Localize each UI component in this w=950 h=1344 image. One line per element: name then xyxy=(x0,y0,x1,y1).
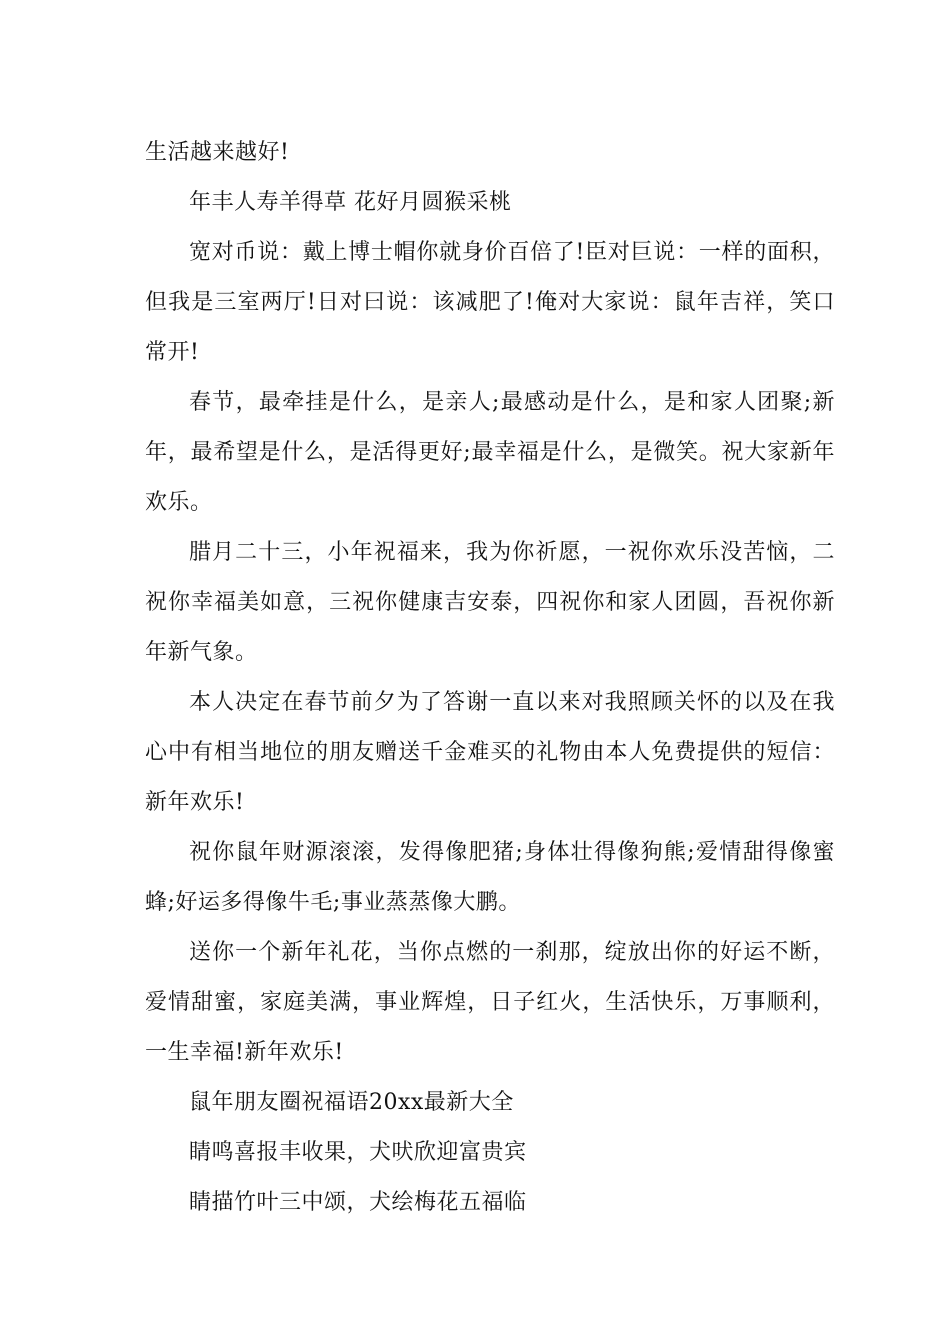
paragraph-continuation: 生活越来越好! xyxy=(145,140,290,165)
paragraph-spring-festival: 春节，最牵挂是什么，是亲人;最感动是什么，是和家人团聚;新年，最希望是什么，是活得更好;最幸福是什么，是微笑。祝大家新年欢乐。 xyxy=(145,390,835,515)
paragraph-fireworks: 送你一个新年礼花，当你点燃的一刹那，绽放出你的好运不断，爱情甜蜜，家庭美满，事业辉煌，日子红火，生活快乐，万事顺利，一生幸福!新年欢乐! xyxy=(145,940,835,1065)
paragraph-rat-year-wish: 祝你鼠年财源滚滚，发得像肥猪;身体壮得像狗熊;爱情甜得像蜜蜂;好运多得像牛毛;事业蒸蒸像大鹏。 xyxy=(145,840,835,915)
paragraph-couplet-2: 睛鸣喜报丰收果，犬吠欣迎富贵宾 xyxy=(189,1140,527,1165)
paragraph-little-new-year: 腊月二十三，小年祝福来，我为你祈愿，一祝你欢乐没苦恼，二祝你幸福美如意，三祝你健康吉安泰，四祝你和家人团圆，吾祝你新年新气象。 xyxy=(145,540,835,665)
section-heading: 鼠年朋友圈祝福语20xx最新大全 xyxy=(189,1090,514,1115)
paragraph-gift-message: 本人决定在春节前夕为了答谢一直以来对我照顾关怀的以及在我心中有相当地位的朋友赠送千金难买的礼物由本人免费提供的短信：新年欢乐! xyxy=(145,690,835,815)
document-body xyxy=(145,128,835,1228)
paragraph-couplet-1: 年丰人寿羊得草 花好月圆猴采桃 xyxy=(189,190,512,215)
paragraph-wordplay: 宽对币说：戴上博士帽你就身价百倍了!臣对巨说：一样的面积，但我是三室两厅!日对曰说：该减肥了!俺对大家说：鼠年吉祥，笑口常开! xyxy=(145,240,835,365)
paragraph-couplet-3: 睛描竹叶三中颂，犬绘梅花五福临 xyxy=(189,1190,527,1215)
